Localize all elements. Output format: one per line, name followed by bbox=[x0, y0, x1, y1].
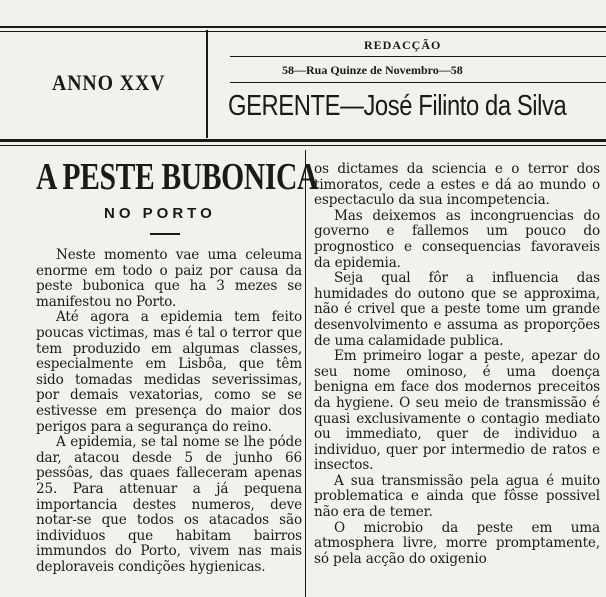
article-paragraph: Seja qual fôr a influencia das humidades do outono que se approxima, não é crivel que a peste tome um grande desenvolvimento e assuma as proporções de uma calamidade publica. bbox=[314, 270, 600, 349]
article-paragraph: os dictames da sciencia e o terror dos timoratos, cede a estes e dá ao mundo o espectaculo da sua incompetencia. bbox=[314, 161, 600, 209]
right-column bbox=[314, 162, 600, 567]
year-label: ANNO XXV bbox=[52, 70, 166, 95]
masthead-divider bbox=[206, 30, 208, 138]
article-paragraph: A epidemia, se tal nome se lhe póde dar, atacou desde 5 de junho 66 pessôas, das quaes falleceram apenas 25. Para attenuar a já pequena importancia destes numeros, deve notar-se que todos os atacados são individuos que habitam bairros immundos do Porto, vivem nas mais deploraveis condições hygienicas. bbox=[36, 434, 302, 575]
masthead-bottom-rule bbox=[0, 139, 606, 142]
masthead-bottom-rule-thin bbox=[0, 145, 606, 146]
headline-separator bbox=[150, 233, 180, 235]
masthead-top-rule-thin bbox=[0, 31, 606, 32]
redaccao-rule bbox=[230, 56, 606, 57]
gerente-rule bbox=[230, 82, 606, 83]
gerente-label: GERENTE—José Filinto da Silva bbox=[228, 90, 567, 122]
redaccao-label: REDACÇÃO bbox=[364, 38, 442, 52]
article-paragraph: O microbio da peste em uma atmosphera livre, morre promptamente, só pela acção do oxigenio bbox=[314, 519, 600, 567]
masthead-top-rule bbox=[0, 26, 606, 28]
article-paragraph: Mas deixemos as incongruencias do governo e fallemos um pouco do prognostico e consequencias favoraveis da epidemia. bbox=[314, 207, 600, 271]
article-paragraph: Até agora a epidemia tem feito poucas victimas, mas é tal o terror que tem produzido em algumas classes, especialmente em Lisbôa, que têm sido tomadas medidas severissimas, por demais vexatorias, como se se estivesse em presença do maior dos perigos para a segurança do reino. bbox=[36, 309, 302, 435]
article-subhead: NO PORTO bbox=[104, 205, 216, 222]
article-headline: A PESTE BUBONICA bbox=[36, 156, 319, 198]
article-paragraph: A sua transmissão pela agua é muito problematica e ainda que fôsse possivel não era de temer. bbox=[314, 472, 600, 521]
article-paragraph: Em primeiro logar a peste, apezar do seu nome ominoso, é uma doença benigna em face dos modernos preceitos da hygiene. O seu meio de transmissão é quasi exclusivamente o contagio mediato ou immediato, quer de individuo a individuo, quer por intermedio de ratos e insectos. bbox=[314, 348, 600, 474]
address-label: 58—Rua Quinze de Novembro—58 bbox=[282, 63, 463, 77]
article-paragraph: Neste momento vae uma celeuma enorme em todo o paiz por causa da peste bubonica que ha 3 mezes se manifestou no Porto. bbox=[36, 247, 302, 310]
left-column bbox=[36, 248, 302, 575]
column-divider bbox=[305, 150, 306, 597]
